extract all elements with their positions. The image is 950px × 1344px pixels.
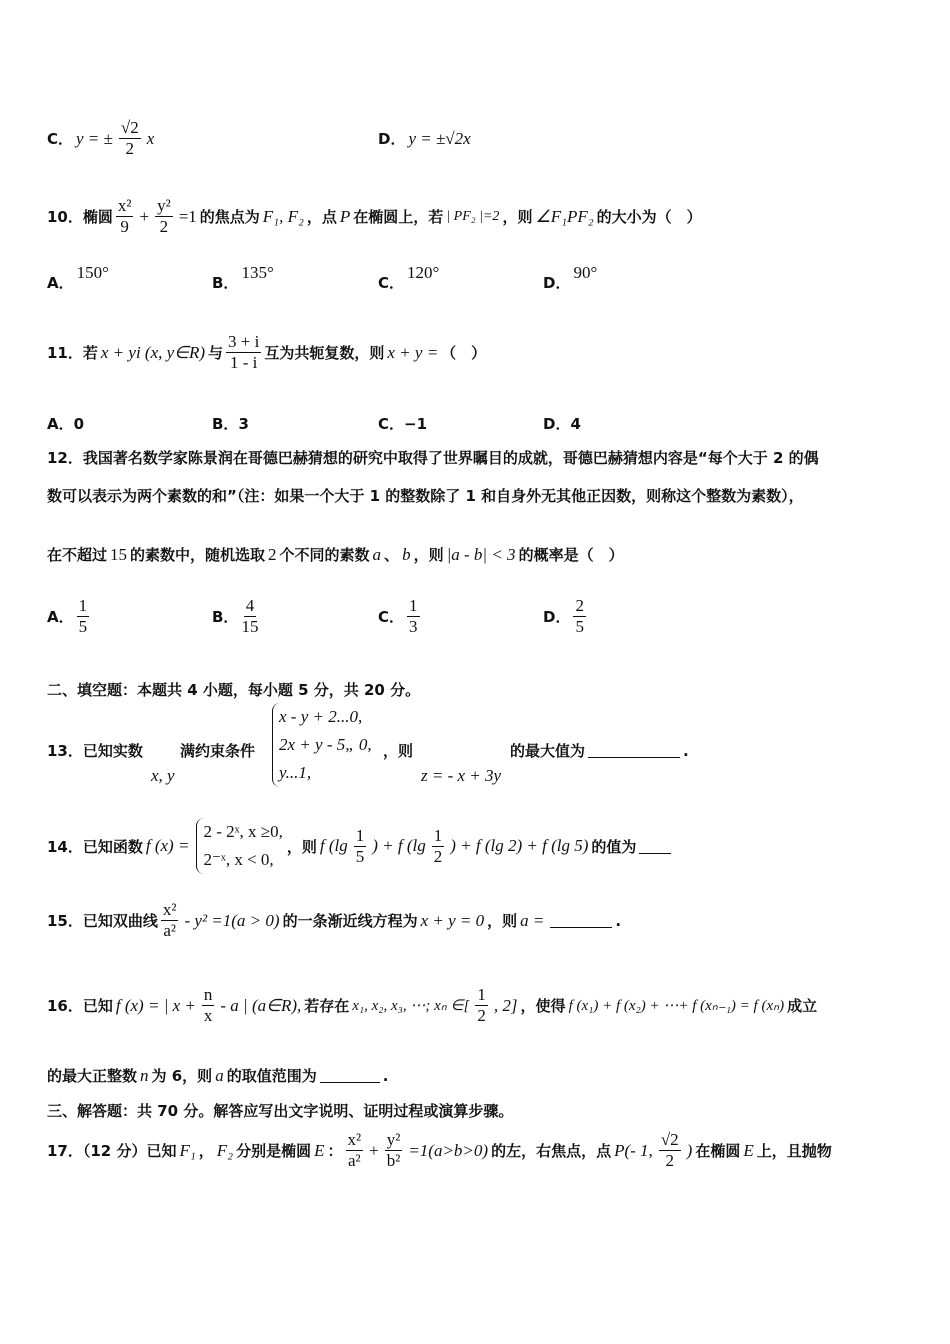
text: 90°	[573, 262, 598, 282]
q11-stem	[47, 332, 486, 373]
text: y²	[386, 1130, 401, 1149]
text: x - y + 2...0,	[279, 707, 363, 726]
q10-option-d	[543, 262, 600, 293]
text: |a - b| < 3	[446, 544, 516, 564]
text: 的焦点为	[199, 208, 260, 226]
text: 2	[268, 544, 277, 564]
text: n	[140, 1065, 149, 1085]
text: b²	[386, 1151, 401, 1170]
text: 10．椭圆	[47, 208, 113, 226]
text: A．	[47, 608, 74, 626]
text: f (x) = | x +	[115, 995, 196, 1015]
text: 在不超过	[47, 546, 108, 564]
q12-option-c	[378, 596, 423, 637]
fraction	[346, 1130, 364, 1171]
text: 、	[384, 546, 400, 564]
text: ，则	[487, 912, 518, 930]
text: 2	[125, 139, 135, 158]
text: 在椭圆上，若	[353, 208, 444, 226]
text: f (x₁) + f (x₂) + ⋯+ f (xₙ₋₁) = f (xₙ)	[568, 998, 785, 1014]
text: 上，且抛物	[756, 1142, 832, 1160]
text: ，使得	[520, 997, 566, 1015]
fraction	[77, 596, 90, 637]
math: ∠F₁PF₂	[535, 206, 594, 226]
text: a²	[347, 1151, 361, 1170]
text: 1	[78, 596, 88, 615]
text: .	[615, 911, 622, 930]
text: −1	[404, 414, 428, 433]
math: P	[339, 206, 351, 226]
text: 150°	[76, 262, 109, 282]
fraction	[119, 118, 141, 159]
text: 135°	[241, 262, 274, 282]
text: y...1,	[279, 763, 312, 782]
text: , 2]	[493, 995, 518, 1015]
text: 4	[245, 596, 255, 615]
text: F₂	[216, 1140, 234, 1160]
fraction	[407, 596, 420, 637]
fraction	[475, 985, 488, 1026]
text: x²	[347, 1130, 362, 1149]
equation-system	[196, 818, 282, 874]
text: 若存在	[304, 997, 350, 1015]
q12-option-d	[543, 596, 589, 637]
text: B．	[212, 415, 239, 433]
text: 15．已知双曲线	[47, 912, 158, 930]
fraction	[354, 826, 367, 867]
fraction	[116, 196, 134, 237]
text: 4	[570, 414, 581, 433]
text: 1	[409, 596, 418, 615]
text: b	[402, 544, 411, 564]
text: E	[314, 1140, 325, 1160]
text: z = - x + 3y	[421, 766, 502, 785]
math: =1	[178, 206, 197, 226]
q10-option-b	[212, 262, 277, 293]
text: x, y	[151, 766, 175, 785]
text: x²	[117, 196, 132, 215]
q15-stem	[47, 900, 621, 941]
answer-blank	[588, 743, 680, 758]
text: 2	[575, 596, 584, 615]
text: 个不同的素数	[279, 546, 370, 564]
text: A．	[47, 415, 74, 433]
text: a²	[163, 921, 176, 940]
text: A．	[47, 274, 74, 292]
text: P(- 1,	[614, 1140, 653, 1160]
q12-line1: 12．我国著名数学家陈景润在哥德巴赫猜想的研究中取得了世界瞩目的成就，哥德巴赫猜想内容是“每个大于 2 的偶	[47, 449, 819, 467]
text: ，则	[413, 546, 444, 564]
q12-option-a	[47, 596, 92, 637]
text: C．	[378, 274, 405, 292]
text: 3	[238, 414, 249, 433]
text: 2x + y - 5„ 0,	[279, 735, 372, 754]
text: D．	[543, 415, 571, 433]
text: 5	[575, 617, 584, 636]
text: a	[215, 1065, 224, 1085]
text: n	[203, 985, 213, 1004]
text: 0	[73, 414, 85, 433]
q17-stem	[47, 1130, 832, 1171]
text: 16．已知	[47, 997, 113, 1015]
text: C．	[378, 415, 405, 433]
answer-blank	[320, 1068, 380, 1083]
text: B．	[212, 608, 239, 626]
text: 1	[355, 825, 365, 845]
q10-option-c	[378, 262, 442, 293]
answer-blank	[639, 839, 671, 854]
text: )	[686, 1140, 693, 1160]
text: √2	[660, 1130, 679, 1149]
answer-blank	[550, 913, 612, 928]
math: x + y =	[387, 342, 439, 362]
text: - a | (a∈R),	[220, 995, 302, 1015]
text: 的概率是（ ）	[518, 546, 624, 564]
text: D．	[543, 608, 571, 626]
fraction	[241, 596, 258, 637]
q13-t1: 13．已知实数	[47, 742, 143, 760]
q10-stem	[47, 196, 702, 237]
text: 2 - 2ˣ, x ≥0,	[203, 822, 283, 841]
text: 的左，右焦点，点	[491, 1142, 612, 1160]
text: 14．已知函数	[47, 837, 143, 856]
text: 17．（12 分）已知	[47, 1142, 177, 1160]
fraction	[202, 985, 215, 1026]
fraction	[226, 332, 261, 373]
q13-t2: 满约束条件	[180, 742, 256, 760]
text: 3	[409, 617, 418, 636]
option-label: C．	[47, 130, 74, 148]
q16-line2	[47, 1065, 388, 1086]
q12-line2: 数可以表示为两个素数的和”（注：如果一个大于 1 的整数除了 1 和自身外无其他正因数，则称这个整数为素数），	[47, 487, 804, 505]
text: a	[372, 544, 382, 564]
q11-option-a	[47, 413, 84, 434]
fraction	[659, 1130, 681, 1171]
fraction	[432, 826, 445, 867]
text: 5	[355, 846, 365, 866]
q10-option-a	[47, 262, 112, 293]
text: y²	[157, 196, 171, 215]
text: 15	[241, 617, 259, 636]
q9-option-d	[378, 128, 474, 149]
text: 2	[477, 1006, 486, 1025]
q14-stem	[47, 818, 674, 874]
text: 的值为	[591, 837, 637, 856]
text: 2	[665, 1151, 674, 1170]
text: 分别是椭圆	[236, 1142, 312, 1160]
text: √2	[120, 118, 139, 137]
text: 3 + i	[228, 332, 260, 351]
text: 1	[477, 985, 486, 1004]
text: 15	[110, 544, 128, 564]
text: +	[369, 1140, 379, 1160]
text: f (lg	[319, 836, 348, 855]
q12-line3	[47, 544, 624, 565]
text: （ ）	[441, 344, 487, 362]
text: x²	[162, 900, 177, 919]
text: 的取值范围为	[226, 1067, 317, 1085]
q16-line1	[47, 985, 817, 1026]
text: 的最大值为	[510, 742, 586, 760]
text: 11．若	[47, 344, 98, 362]
q9-option-c	[47, 118, 157, 159]
q13-objective	[418, 766, 504, 786]
text: .	[382, 1066, 389, 1085]
math: F₁, F₂	[262, 206, 304, 226]
text: ，点	[306, 208, 337, 226]
math: y = ±	[76, 128, 113, 148]
text: 互为共轭复数，则	[264, 344, 385, 362]
q12-option-b	[212, 596, 261, 637]
text: 5	[78, 617, 88, 636]
text: 的素数中，随机选取	[130, 546, 266, 564]
math: +	[139, 206, 150, 226]
text: - y² =1(a > 0)	[184, 910, 280, 930]
text: 为 6，则	[151, 1067, 213, 1085]
text: ，则	[286, 837, 317, 856]
text: 1 - i	[230, 353, 258, 372]
text: E	[743, 1140, 754, 1160]
fraction	[385, 1130, 403, 1171]
text: x	[203, 1006, 213, 1025]
equation-system	[272, 703, 372, 787]
text: D．	[543, 274, 571, 292]
text: 的大小为（ ）	[596, 208, 702, 226]
text: C．	[378, 608, 405, 626]
text: ，则	[502, 208, 533, 226]
text: 2	[159, 217, 169, 236]
text: x₁, x₂, x₃, ⋯; xₙ ∈[	[352, 998, 470, 1014]
text: a =	[520, 910, 545, 930]
math: | PF₂ |=2	[446, 208, 500, 224]
text: .	[683, 741, 689, 760]
text: =1(a>b>0)	[408, 1140, 489, 1160]
q11-option-c	[378, 413, 427, 434]
text: 120°	[407, 262, 440, 282]
math: x	[146, 128, 155, 148]
q13-constraints	[268, 703, 376, 787]
text: 与	[208, 344, 224, 362]
text: 2	[433, 846, 443, 866]
fraction	[573, 596, 586, 637]
text: ) + f (lg	[372, 836, 426, 855]
math: y = ±√2x	[408, 128, 471, 148]
q11-option-b	[212, 413, 249, 434]
fraction	[155, 196, 173, 237]
text: ) + f (lg 2) + f (lg 5)	[450, 836, 589, 855]
q13-vars	[148, 766, 178, 786]
section-2-heading: 二、填空题：本题共 4 小题，每小题 5 分，共 20 分。	[47, 681, 421, 699]
text: ：	[327, 1142, 343, 1160]
section-3-heading: 三、解答题：共 70 分。解答应写出文字说明、证明过程或演算步骤。	[47, 1102, 514, 1120]
q11-option-d	[543, 413, 581, 434]
text: f (x) =	[145, 836, 190, 855]
text: 的最大正整数	[47, 1067, 138, 1085]
text: x + y = 0	[420, 910, 485, 930]
text: 成立	[787, 997, 818, 1015]
fraction	[161, 900, 179, 941]
math: x + yi (x, y∈R)	[100, 342, 206, 362]
text: B．	[212, 274, 239, 292]
text: F₁	[179, 1140, 196, 1160]
q13-t3: ，则	[383, 742, 414, 760]
option-label: D．	[378, 130, 406, 148]
text: 2⁻ˣ, x < 0,	[203, 850, 274, 869]
text: 的一条渐近线方程为	[282, 912, 418, 930]
text: 9	[120, 217, 129, 236]
text: ，	[198, 1142, 214, 1160]
q13-t4	[510, 740, 689, 761]
text: 1	[433, 825, 443, 845]
text: 在椭圆	[695, 1142, 741, 1160]
